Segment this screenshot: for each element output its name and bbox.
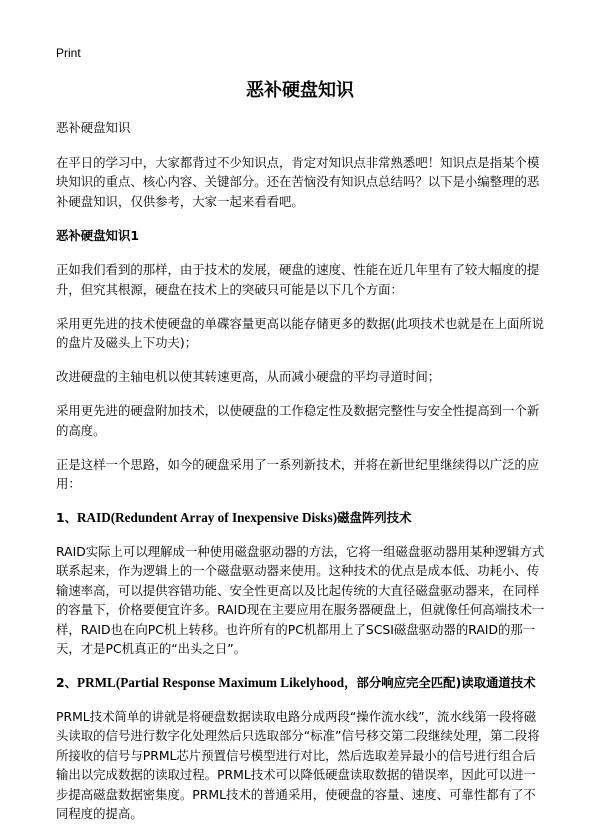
section1-paragraph-2: 采用更先进的技术使硬盘的单碟容量更高以能存储更多的数据(此项技术也就是在上面所说的盘片及磁头上下功夫)； (56, 315, 545, 350)
prml-heading-prefix: 2、 (56, 675, 78, 690)
raid-heading-suffix: 磁盘阵列技术 (337, 510, 412, 525)
prml-heading (56, 673, 548, 693)
document-title: 恶补硬盘知识 (246, 80, 354, 101)
section1-paragraph-3: 改进硬盘的主轴电机以使其转速更高，从而减小硬盘的平均寻道时间； (56, 369, 441, 384)
section1-paragraph-4: 采用更先进的硬盘附加技术，以使硬盘的工作稳定性及数据完整性与安全性提高到一个新的高度。 (56, 403, 540, 438)
print-label: Print (56, 46, 81, 60)
section1-paragraph-5: 正是这样一个思路，如今的硬盘采用了一系列新技术，并将在新世纪里继续得以广泛的应用： (56, 456, 540, 491)
document-subtitle: 恶补硬盘知识 (56, 120, 131, 135)
prml-paragraph: PRML技术简单的讲就是将硬盘数据读取电路分成两段“操作流水线”，流水线第一段将磁头读取的信号进行数字化处理然后只选取部分“标准”信号移交第二段继续处理，第二段将所接收的信号与PRML芯片预置信号模型进行对比，然后选取差异最小的信号进行组合后输出以完成数据的读取过程。PRML技术可以降低硬盘读取数据的错误率，因此可以进一步提高磁盘数据密集度。PRML技术的普通采用，使硬盘的容量、速度、可靠性都有了不同程度的提高。 (56, 708, 540, 821)
raid-heading-latin: RAID(Redundent Array of Inexpensive Disks) (77, 510, 338, 525)
prml-heading-suffix: ，部分响应完全匹配)读取通道技术 (344, 675, 536, 690)
prml-heading-latin: PRML(Partial Response Maximum Likelyhood (77, 675, 345, 690)
raid-paragraph: RAID实际上可以理解成一种使用磁盘驱动器的方法，它将一组磁盘驱动器用某种逻辑方式联系起来，作为逻辑上的一个磁盘驱动器来使用。这种技术的优点是成本低、功耗小、传输速率高，可以提供容错功能、安全性更高以及比起传统的大直径磁盘驱动器来，在同样的容量下，价格要便宜许多。RAID现在主要应用在服务器硬盘上，但就像任何高端技术一样，RAID也在向PC机上转移。也许所有的PC机都用上了SCSI磁盘驱动器的RAID的那一天，才是PC机真正的“出头之日”。 (56, 543, 545, 656)
intro-paragraph: 在平日的学习中，大家都背过不少知识点，肯定对知识点非常熟悉吧！知识点是指某个模块知识的重点、核心内容、关键部分。还在苦恼没有知识点总结吗？以下是小编整理的恶补硬盘知识，仅供参考，大家一起来看看吧。 (56, 154, 540, 209)
raid-heading (56, 508, 548, 528)
raid-heading-prefix: 1、 (56, 510, 78, 525)
document-body (56, 118, 548, 838)
section-heading-1: 恶补硬盘知识1 (56, 227, 139, 243)
section1-paragraph-1: 正如我们看到的那样，由于技术的发展，硬盘的速度、性能在近几年里有了较大幅度的提升，但究其根源，硬盘在技术上的突破只可能是以下几个方面： (56, 262, 540, 297)
